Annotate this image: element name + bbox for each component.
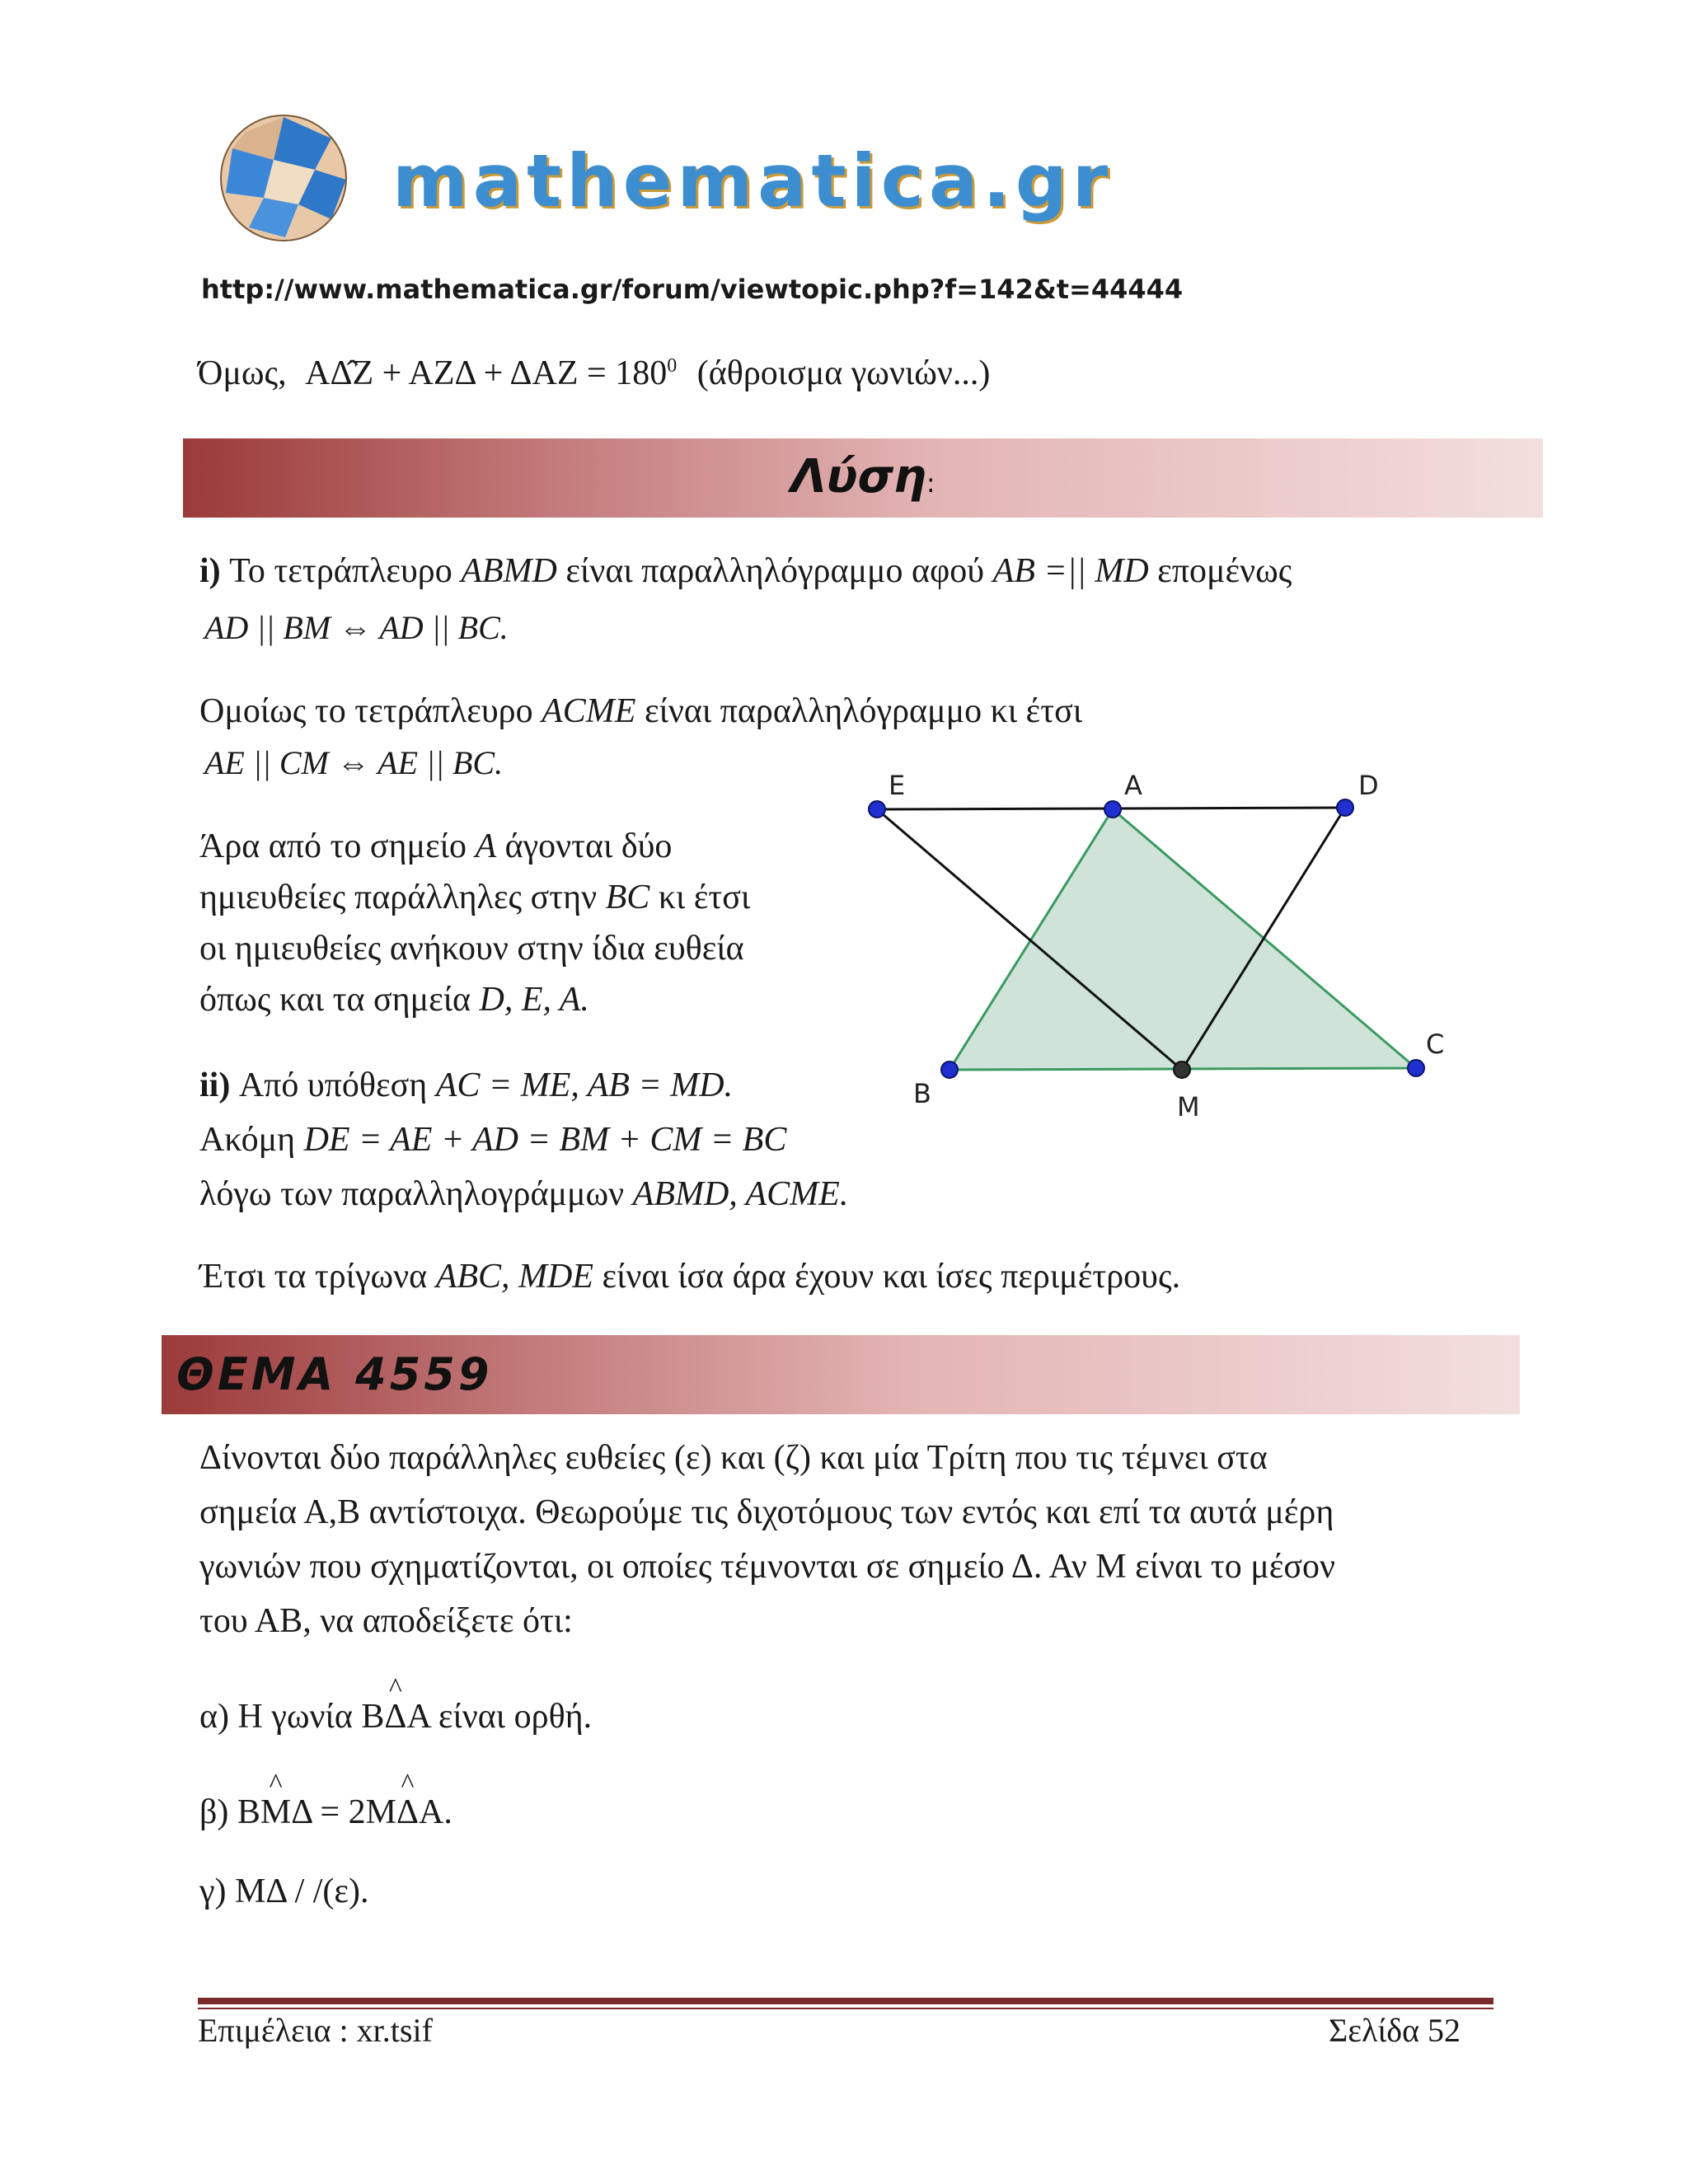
triangle-abc [950, 809, 1416, 1070]
therefore-line2-a: ημιευθείες παράλληλες στην [199, 879, 598, 916]
part-ii-line2-math: DE = AE + AD = BM + CM = BC [303, 1121, 787, 1159]
item-a-hat: ^ Δ [384, 1699, 406, 1734]
footer-rule-thin [198, 2008, 1493, 2009]
label-a: A [1124, 770, 1142, 801]
part-i-text-b: είναι παραλληλόγραμμο αφού [565, 552, 985, 590]
site-name: mathematica.gr [392, 138, 1114, 223]
footer-editor: Επιμέλεια : xr.tsif [198, 2012, 433, 2049]
geometry-figure [849, 758, 1467, 1146]
item-b-mid: Δ = 2Μ [291, 1793, 396, 1831]
source-url[interactable]: http://www.mathematica.gr/forum/viewtopic.php?f=142&t=44444 [201, 274, 1184, 305]
point-m [1174, 1062, 1190, 1078]
point-e [869, 801, 885, 818]
part-ii-label: ii) [199, 1066, 231, 1104]
similarly-text-a: Ομοίως το τετράπλευρο [199, 692, 533, 730]
footer-page-number: Σελίδα 52 [1329, 2012, 1461, 2049]
theme-p1: Δίνονται δύο παράλληλες ευθείες (ε) και (ζ) και μία Τρίτη που τις τέμνει στα [199, 1439, 1268, 1477]
part-ii-line3-a: λόγω των παραλληλογράμμων [199, 1175, 625, 1213]
intro-note: (άθροισμα γωνιών...) [696, 354, 991, 392]
theme-p2: σημεία Α,Β αντίστοιχα. Θεωρούμε τις διχοτόμους των εντός και επί τα αυτά μέρη [199, 1493, 1334, 1531]
theme-item-b [199, 1795, 452, 1830]
intro-degree: 0 [667, 355, 678, 377]
therefore-line2-b: κι έτσι [658, 879, 751, 916]
therefore-math: A [475, 827, 497, 865]
logo-icon [216, 112, 356, 244]
point-c [1408, 1060, 1424, 1076]
solution-title [183, 450, 1543, 504]
similarly-math: ACME [542, 692, 636, 730]
therefore-text-b: άγονται δύο [504, 827, 673, 865]
part-ii-line2-a: Ακόμη [199, 1121, 296, 1159]
therefore-line4-math: D, E, A. [479, 981, 589, 1019]
item-b-pre: β) Β [199, 1793, 260, 1831]
point-a [1104, 801, 1121, 818]
conclusion-line [199, 1259, 1180, 1294]
theme-p4: του ΑΒ, να αποδείξετε ότι: [199, 1602, 573, 1640]
conclusion-math: ABC, MDE [435, 1258, 593, 1296]
part-ii-line3 [199, 1177, 848, 1212]
label-m: M [1177, 1091, 1200, 1122]
therefore-line2 [199, 880, 750, 915]
label-e: E [889, 770, 906, 801]
therefore-line1 [199, 829, 672, 864]
theme-header-band [162, 1335, 1520, 1414]
solution-title-colon: : [926, 467, 935, 499]
theme-p3: γωνιών που σχηματίζονται, οι οποίες τέμνονται σε σημείο Δ. Αν Μ είναι το μέσον [199, 1548, 1336, 1586]
item-a-pre: α) Η γωνία Β [199, 1698, 385, 1736]
item-b-hat1: ^ Μ [260, 1795, 291, 1830]
intro-line [198, 356, 990, 391]
part-i-line2: AD || BM ⇔ AD || BC. [204, 609, 509, 646]
theme-item-a [199, 1699, 592, 1734]
part-ii-line3-math: ABMD, ACME. [632, 1175, 849, 1213]
part-ii-line2 [199, 1122, 786, 1157]
part-ii-text-a: Από υπόθεση [238, 1066, 428, 1104]
therefore-line2-math: BC [605, 879, 650, 916]
part-ii-line1 [199, 1068, 733, 1103]
solution-title-text: Λύση [790, 450, 926, 504]
item-b-post: Α. [418, 1793, 452, 1831]
theme-title: ΘΕΜΑ 4559 [176, 1348, 493, 1400]
therefore-line4-a: όπως και τα σημεία [199, 981, 471, 1019]
therefore-line3: οι ημιευθείες ανήκουν στην ίδια ευθεία [199, 930, 744, 968]
therefore-line4 [199, 982, 589, 1017]
label-d: D [1358, 770, 1379, 801]
part-i-math1: ABMD [461, 552, 557, 590]
intro-prefix: Όμως, [198, 354, 287, 392]
similarly-line1 [199, 694, 1082, 729]
therefore-text-a: Άρα από το σημείο [199, 827, 467, 865]
similarly-line2: AE || CM ⇔ AE || BC. [204, 744, 504, 781]
item-a-post: Α είναι ορθή. [406, 1698, 593, 1736]
part-i-math2: AB =|| MD [992, 552, 1149, 590]
part-ii-math1: AC = ME, AB = MD. [435, 1066, 734, 1104]
solution-header-band [183, 438, 1543, 518]
part-i-text-a: Το τετράπλευρο [229, 552, 452, 590]
conclusion-text-a: Έτσι τα τρίγωνα [199, 1258, 428, 1296]
point-d [1337, 799, 1353, 816]
theme-item-c: γ) ΜΔ / /(ε). [199, 1872, 369, 1910]
conclusion-text-b: είναι ίσα άρα έχουν και ίσες περιμέτρους. [602, 1258, 1181, 1296]
item-b-hat2: ^ Δ [396, 1795, 419, 1830]
footer-rule [198, 1998, 1493, 2004]
label-b: B [913, 1078, 931, 1109]
similarly-text-b: είναι παραλληλόγραμμο κι έτσι [644, 692, 1083, 730]
part-i-line1 [199, 554, 1292, 588]
point-b [941, 1062, 958, 1078]
part-i-label: i) [199, 552, 221, 590]
part-i-text-c: επομένως [1157, 552, 1292, 590]
intro-formula: ΑΔ̂Ζ + ΑΖΔ + ΔΑΖ = 180 [305, 354, 668, 392]
label-c: C [1426, 1029, 1445, 1060]
